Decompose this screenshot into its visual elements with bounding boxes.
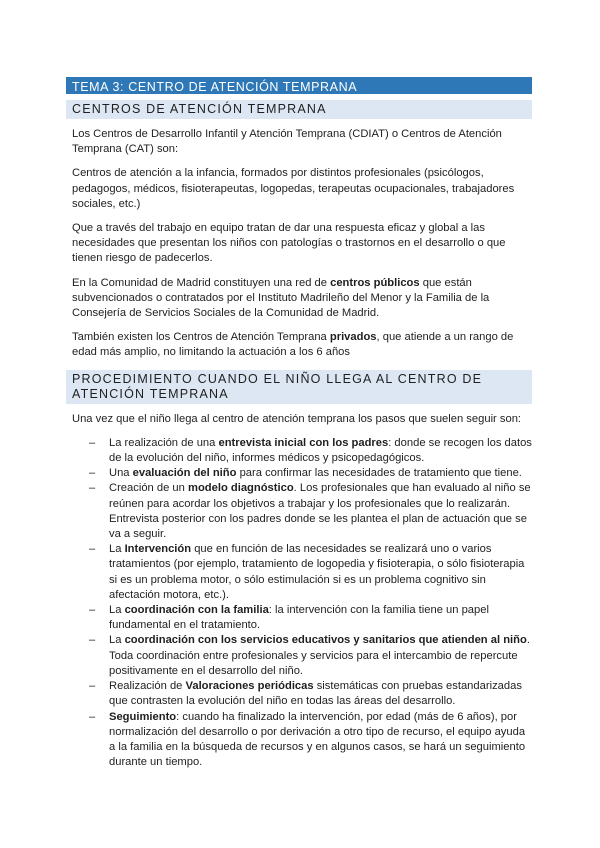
dash-bullet: – [89,710,96,723]
list-item [66,466,532,481]
list-item [66,603,532,633]
list-item [66,481,532,542]
text-run: Realización de [109,680,186,693]
bold-text: centros públicos [330,276,420,289]
text-run: Creación de un [109,482,188,495]
text-run: La realización de una [109,436,219,449]
text-run: Una [109,467,133,480]
text-run: que en función de las necesidades se realizará uno o varios tratamientos (por ejemplo, tratamiento de logopedia y fisioterapia, o sólo fisioterapia si es un problema motor, o sólo estimulación si es un problema cognitivo sin afectación motora, etc.). [109,543,525,601]
text-run: : donde se recogen los datos de la evolución del niño, informes médicos y psicopedagógicos. [109,436,532,465]
list-item [66,542,532,603]
list-item [66,436,532,466]
document-page [66,77,532,770]
text-run: La [109,634,125,647]
bold-text: coordinación con la familia [124,604,269,617]
dash-bullet: – [89,604,96,617]
bold-text: Seguimiento [109,710,177,723]
text-run: . Los profesionales que han evaluado al niño se reúnen para acordar los objetivos a trabajar y los profesionales que lo realizarán. Entrevista posterior con los padres donde se les plantea el plan de actuación que se va a seguir. [109,482,531,541]
text-run: que están subvencionados o contratados por el Instituto Madrileño del Menor y la Familia de la Consejería de Servicios Sociales de la Comunidad de Madrid. [72,276,490,320]
list-item [66,710,532,771]
list-item [66,679,532,709]
bold-text: modelo diagnóstico [188,482,294,495]
paragraph-definition: Los Centros de Desarrollo Infantil y Atención Temprana (CDIAT) o Centros de Atención Temprana (CAT) son: [72,128,502,156]
text-run: La [109,543,125,556]
text-run: También existen los Centros de Atención Temprana [72,331,330,344]
text-run: sistemáticas con pruebas estandarizadas que contrasten la evolución del niño en todas las áreas del desarrollo. [109,680,522,708]
dash-bullet: – [89,543,96,556]
text-run: , que atiende a un rango de edad más amplio, no limitando la actuación a los 6 años [72,331,514,359]
bold-text: evaluación del niño [132,467,237,480]
paragraph-private-centers [66,330,532,360]
paragraph-intro-steps: Una vez que el niño llega al centro de atención temprana los pasos que suelen seguir son: [72,412,522,425]
bold-text: privados [329,331,377,344]
list-item [66,633,532,679]
bold-text: entrevista inicial con los padres [218,436,389,449]
text-run: La [109,604,125,617]
text-run: . Toda coordinación entre profesionales y servicios para el intercambio de repercute positivamente en el desarrollo del niño. [109,634,530,677]
text-run: para confirmar las necesidades de tratamiento que tiene. [236,467,522,480]
dash-bullet: – [89,680,96,693]
text-run: En la Comunidad de Madrid constituyen una red de [72,276,331,289]
paragraph-public-centers [66,276,532,322]
text-run: : la intervención con la familia tiene un papel fundamental en el tratamiento. [109,604,489,632]
dash-bullet: – [89,482,96,495]
bold-text: Valoraciones periódicas [185,680,314,693]
dash-bullet: – [89,467,96,480]
bold-text: Intervención [124,543,192,556]
paragraph-teamwork: Que a través del trabajo en equipo tratan de dar una respuesta eficaz y global a las necesidades que presentan los niños con patologías o trastornos en el desarrollo o que tienen riesgo de padecerlos. [72,222,506,265]
section-heading-procedimiento: PROCEDIMIENTO CUANDO EL NIÑO LLEGA AL CENTRO DE ATENCIÓN TEMPRANA [66,370,532,404]
steps-list [66,436,532,770]
text-run: : cuando ha finalizado la intervención, por edad (más de 6 años), por normalización del desarrollo o por derivación a otro tipo de recurso, el equipo ayuda a la familia en la búsqueda de recursos y en algunos casos, se hará un seguimiento durante un tiempo. [109,710,526,769]
section-heading-centros: CENTROS DE ATENCIÓN TEMPRANA [66,100,532,119]
dash-bullet: – [89,634,96,647]
bold-text: coordinación con los servicios educativos y sanitarios que atienden al niño [124,634,527,647]
dash-bullet: – [89,436,96,449]
paragraph-professionals: Centros de atención a la infancia, formados por distintos profesionales (psicólogos, pedagogos, médicos, fisioterapeutas, logopedas, terapeutas ocupacionales, trabajadores sociales, etc.) [72,167,515,210]
document-title: TEMA 3: CENTRO DE ATENCIÓN TEMPRANA [66,77,532,94]
